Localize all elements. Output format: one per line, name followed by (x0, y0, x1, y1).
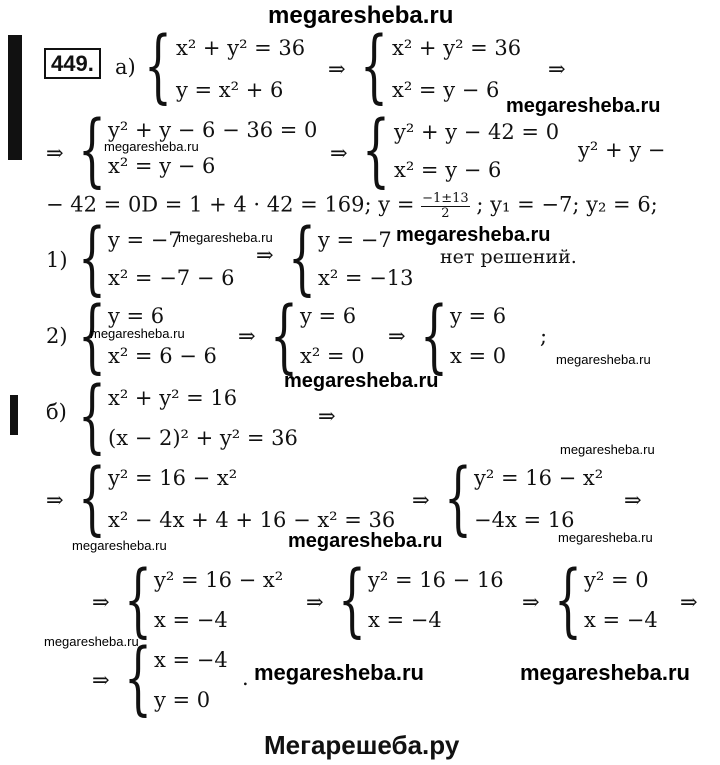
eq-b-sys2-line1: y² = 16 − x² (108, 466, 238, 490)
header-watermark: megaresheba.ru (268, 2, 454, 29)
eq-b-sys7-line2: y = 0 (154, 688, 211, 712)
watermark: megaresheba.ru (284, 370, 439, 392)
eq-b-sys3-line1: y² = 16 − x² (474, 466, 604, 490)
implies-arrow: ⇒ (330, 141, 348, 165)
implies-arrow: ⇒ (624, 488, 642, 512)
eq-b-sys6-line1: y² = 0 (584, 568, 649, 592)
root-fraction-den: 2 (441, 205, 450, 221)
brace: { (124, 631, 152, 724)
watermark-small: megaresheba.ru (560, 442, 655, 457)
brace: { (78, 103, 106, 196)
brace: { (144, 19, 172, 112)
eq-case2-sys1-line1: y = 6 (108, 304, 165, 328)
eq-case1-sys2-line2: x² = −13 (318, 266, 414, 290)
root-fraction (421, 192, 470, 220)
brace: { (444, 451, 472, 544)
case1-label: 1) (46, 248, 68, 272)
eq-case1-sys1-line2: x² = −7 − 6 (108, 266, 235, 290)
brace: { (124, 553, 152, 646)
implies-arrow: ⇒ (256, 243, 274, 267)
brace: { (78, 211, 106, 304)
scan-edge-bottom (10, 395, 18, 435)
implies-arrow: ⇒ (318, 404, 336, 428)
watermark: megaresheba.ru (254, 660, 424, 685)
implies-arrow: ⇒ (238, 324, 256, 348)
eq-a-sys4-line1: y² + y − 42 = 0 (394, 120, 560, 144)
brace: { (338, 553, 366, 646)
part-b-label: б) (46, 400, 67, 424)
eq-b-sys3-line2: −4x = 16 (474, 508, 575, 532)
eq-case1-sys1-line1: y = −7 (108, 228, 182, 252)
implies-arrow: ⇒ (92, 668, 110, 692)
eq-a-sys2-line2: x² = y − 6 (392, 78, 500, 102)
watermark-small: megaresheba.ru (104, 139, 199, 154)
semicolon: ; (540, 324, 548, 348)
brace: { (78, 451, 106, 544)
eq-b-sys6-line2: x = −4 (584, 608, 658, 632)
brace: { (362, 103, 390, 196)
implies-arrow: ⇒ (548, 57, 566, 81)
eq-b-sys7-line1: x = −4 (154, 648, 228, 672)
watermark-small: megaresheba.ru (558, 530, 653, 545)
brace: { (420, 289, 448, 382)
implies-arrow: ⇒ (306, 590, 324, 614)
watermark: megaresheba.ru (506, 95, 661, 117)
implies-arrow: ⇒ (388, 324, 406, 348)
discriminant-line (46, 192, 658, 220)
brace: { (288, 211, 316, 304)
eq-a-sys3-line1: y² + y − 6 − 36 = 0 (108, 118, 318, 142)
eq-a-sys1-line1: x² + y² = 36 (176, 36, 306, 60)
implies-arrow: ⇒ (46, 141, 64, 165)
watermark-small: megaresheba.ru (44, 634, 139, 649)
final-dot: . (242, 666, 249, 690)
watermark-small: megaresheba.ru (72, 538, 167, 553)
watermark: megaresheba.ru (288, 530, 443, 552)
eq-a-sys1-line2: y = x² + 6 (176, 78, 284, 102)
implies-arrow: ⇒ (328, 57, 346, 81)
eq-case2-sys1-line2: x² = 6 − 6 (108, 344, 217, 368)
brace: { (78, 369, 106, 462)
eq-case2-sys3-line1: y = 6 (450, 304, 507, 328)
footer-title: Мегарешеба.ру (264, 730, 460, 760)
implies-arrow: ⇒ (46, 488, 64, 512)
no-solutions-text: нет решений. (440, 246, 577, 268)
eq-case2-sys2-line1: y = 6 (300, 304, 357, 328)
implies-arrow: ⇒ (92, 590, 110, 614)
watermark-small: megaresheba.ru (178, 230, 273, 245)
brace: { (554, 553, 582, 646)
eq-case1-sys2-line1: y = −7 (318, 228, 392, 252)
part-a-label: а) (115, 55, 136, 79)
eq-b-sys4-line1: y² = 16 − x² (154, 568, 284, 592)
eq-a-sys4-line2: x² = y − 6 (394, 158, 502, 182)
roots-text: ; y₁ = −7; y₂ = 6; (476, 192, 658, 217)
implies-arrow: ⇒ (680, 590, 698, 614)
watermark: megaresheba.ru (520, 660, 690, 685)
implies-arrow: ⇒ (522, 590, 540, 614)
eq-a-sys3-line2: x² = y − 6 (108, 154, 216, 178)
implies-arrow: ⇒ (412, 488, 430, 512)
eq-a-sys2-line1: x² + y² = 36 (392, 36, 522, 60)
eq-b-sys5-line1: y² = 16 − 16 (368, 568, 504, 592)
root-fraction-num: −1±13 (422, 191, 469, 206)
problem-number: 449. (44, 48, 101, 79)
eq-b-sys1-line2: (x − 2)² + y² = 36 (108, 426, 298, 450)
eq-case2-sys3-line2: x = 0 (450, 344, 507, 368)
eq-b-sys4-line2: x = −4 (154, 608, 228, 632)
eq-b-sys1-line1: x² + y² = 16 (108, 386, 238, 410)
case2-label: 2) (46, 324, 68, 348)
watermark-small: megaresheba.ru (556, 352, 651, 367)
eq-b-sys5-line2: x = −4 (368, 608, 442, 632)
eq-b-sys2-line2: x² − 4x + 4 + 16 − x² = 36 (108, 508, 396, 532)
brace: { (270, 289, 298, 382)
eq-case2-sys2-line2: x² = 0 (300, 344, 365, 368)
eq-a-tail: y² + y − (578, 138, 666, 162)
scan-edge-top (8, 35, 22, 160)
watermark: megaresheba.ru (396, 224, 551, 246)
brace: { (78, 289, 106, 382)
discriminant-text: − 42 = 0D = 1 + 4 · 42 = 169; y = (46, 192, 415, 217)
watermark-small: megaresheba.ru (90, 326, 185, 341)
brace: { (360, 19, 388, 112)
